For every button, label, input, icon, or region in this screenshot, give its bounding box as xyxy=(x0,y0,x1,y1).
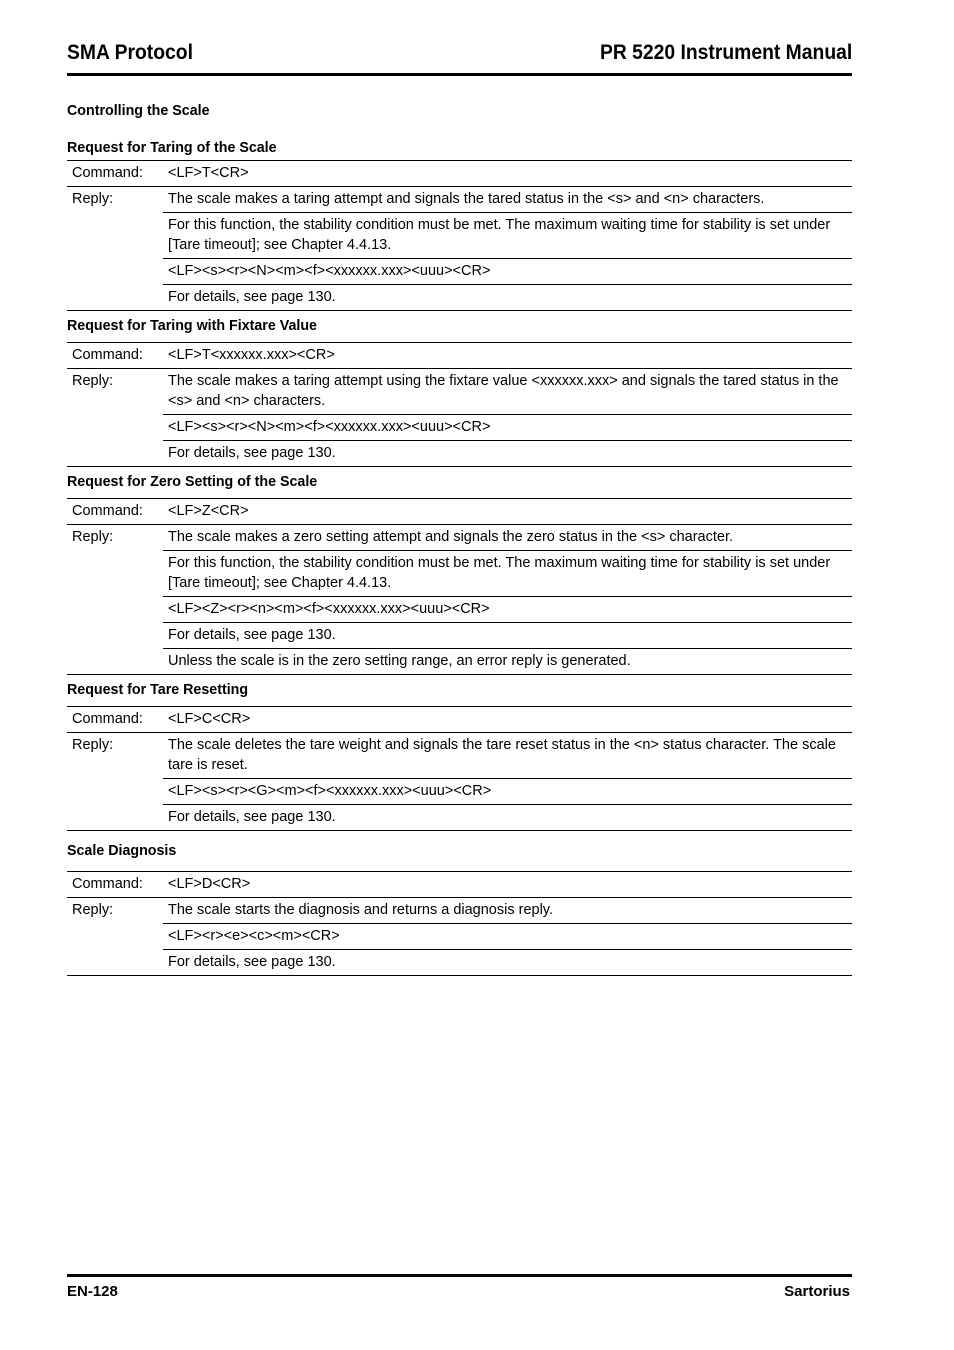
reply-line: <LF><s><r><N><m><f><xxxxxx.xxx><uuu><CR> xyxy=(163,259,852,285)
page-header xyxy=(67,40,852,76)
section-title: Request for Zero Setting of the Scale xyxy=(67,473,318,490)
reply-line: <LF><Z><r><n><m><f><xxxxxx.xxx><uuu><CR> xyxy=(163,597,852,623)
reply-line: The scale makes a taring attempt using the fixtare value <xxxxxx.xxx> and signals the tared status in the <s> and <n> characters. xyxy=(163,369,852,415)
page-number: EN-128 xyxy=(67,1283,118,1300)
command-row xyxy=(67,872,852,898)
command-value: <LF>C<CR> xyxy=(168,711,251,727)
section-title: Scale Diagnosis xyxy=(67,842,177,859)
reply-row xyxy=(67,623,852,649)
page-title: Controlling the Scale xyxy=(67,102,210,119)
reply-row xyxy=(67,213,852,259)
reply-row xyxy=(67,733,852,779)
section-title: Request for Tare Resetting xyxy=(67,681,249,698)
reply-line: The scale makes a taring attempt and signals the tared status in the <s> and <n> characters. xyxy=(163,187,852,213)
section-title: Request for Taring with Fixtare Value xyxy=(67,317,317,334)
command-value: <LF>D<CR> xyxy=(168,876,251,892)
reply-line: <LF><s><r><G><m><f><xxxxxx.xxx><uuu><CR> xyxy=(163,779,852,805)
reply-line: For this function, the stability condition must be met. The maximum waiting time for stability is set under [Tare timeout]; see Chapter 4.4.13. xyxy=(163,551,852,597)
page-content xyxy=(67,100,852,976)
publisher-name: Sartorius xyxy=(784,1283,850,1300)
command-value: <LF>Z<CR> xyxy=(168,503,249,519)
reply-row xyxy=(67,924,852,950)
header-section-title: SMA Protocol xyxy=(67,41,193,64)
command-label: Command: xyxy=(72,711,143,727)
section-title: Request for Taring of the Scale xyxy=(67,139,277,156)
reply-label: Reply: xyxy=(67,733,163,831)
reply-line: For details, see page 130. xyxy=(163,285,852,311)
reply-line: For details, see page 130. xyxy=(163,623,852,649)
command-table xyxy=(67,160,852,311)
command-table xyxy=(67,706,852,831)
header-manual-title: PR 5220 Instrument Manual xyxy=(599,41,852,64)
reply-row xyxy=(67,649,852,675)
reply-line: For details, see page 130. xyxy=(163,950,852,976)
reply-line: The scale makes a zero setting attempt and signals the zero status in the <s> character. xyxy=(163,525,852,551)
reply-line: The scale deletes the tare weight and signals the tare reset status in the <n> status character. The scale tare is reset. xyxy=(163,733,852,779)
page-footer xyxy=(67,1274,852,1307)
reply-line: For this function, the stability condition must be met. The maximum waiting time for stability is set under [Tare timeout]; see Chapter 4.4.13. xyxy=(163,213,852,259)
reply-label: Reply: xyxy=(67,525,163,675)
reply-line: For details, see page 130. xyxy=(163,441,852,467)
reply-label: Reply: xyxy=(67,187,163,311)
reply-row xyxy=(67,950,852,976)
reply-line: For details, see page 130. xyxy=(163,805,852,831)
reply-label: Reply: xyxy=(67,369,163,467)
command-label: Command: xyxy=(72,503,143,519)
command-table xyxy=(67,871,852,976)
command-label: Command: xyxy=(72,876,143,892)
reply-row xyxy=(67,898,852,924)
reply-line: <LF><r><e><c><m><CR> xyxy=(163,924,852,950)
command-label: Command: xyxy=(72,165,143,181)
command-label: Command: xyxy=(72,347,143,363)
command-value: <LF>T<xxxxxx.xxx><CR> xyxy=(168,347,335,363)
reply-line: The scale starts the diagnosis and returns a diagnosis reply. xyxy=(163,898,852,924)
reply-line: Unless the scale is in the zero setting range, an error reply is generated. xyxy=(163,649,852,675)
reply-row xyxy=(67,285,852,311)
command-row xyxy=(67,499,852,525)
command-row xyxy=(67,343,852,369)
reply-row xyxy=(67,259,852,285)
reply-row xyxy=(67,525,852,551)
reply-row xyxy=(67,441,852,467)
command-table xyxy=(67,498,852,675)
reply-row xyxy=(67,415,852,441)
command-row xyxy=(67,707,852,733)
reply-row xyxy=(67,551,852,597)
command-value: <LF>T<CR> xyxy=(168,165,249,181)
reply-row xyxy=(67,805,852,831)
reply-row xyxy=(67,369,852,415)
reply-line: <LF><s><r><N><m><f><xxxxxx.xxx><uuu><CR> xyxy=(163,415,852,441)
reply-label: Reply: xyxy=(67,898,163,976)
command-row xyxy=(67,161,852,187)
command-table xyxy=(67,342,852,467)
reply-row xyxy=(67,597,852,623)
reply-row xyxy=(67,187,852,213)
reply-row xyxy=(67,779,852,805)
